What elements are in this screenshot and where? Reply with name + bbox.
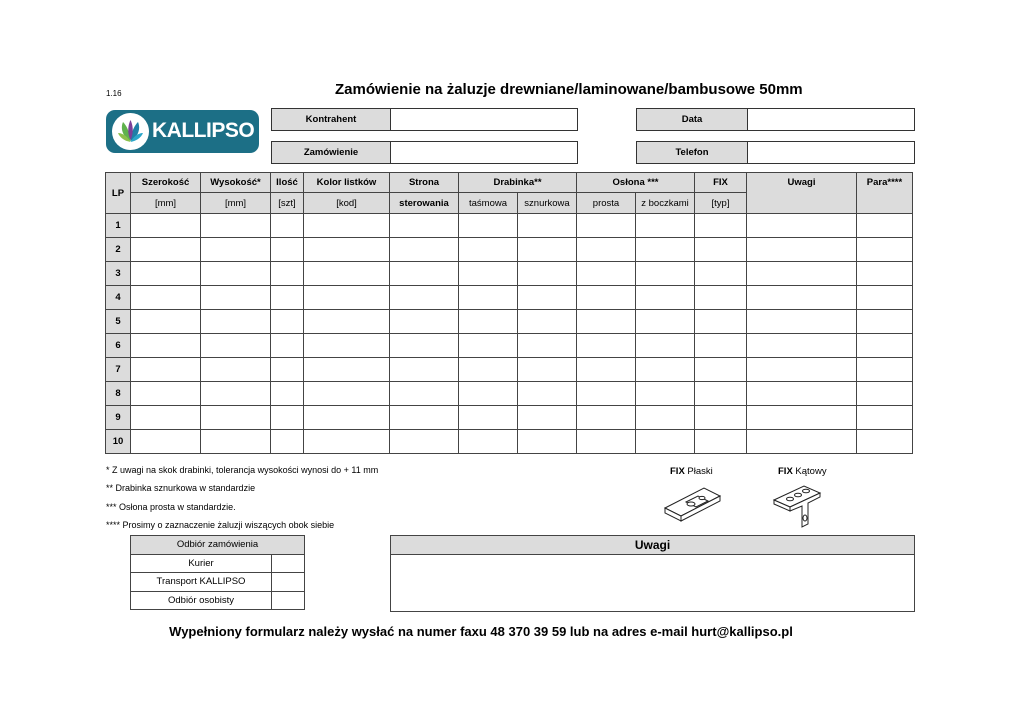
footnote-1: * Z uwagi na skok drabinki, tolerancja wysokości wynosi do + 11 mm (106, 465, 379, 475)
oslona-prosta: prosta (577, 193, 636, 214)
table-cell[interactable] (131, 286, 201, 310)
table-cell[interactable] (304, 334, 390, 358)
pickup-option-osobisty: Odbiór osobisty (131, 591, 272, 610)
para-header: Para**** (857, 173, 913, 214)
strona-header: Strona (390, 173, 459, 193)
oslona-header: Osłona *** (577, 173, 695, 193)
pickup-option-transport: Transport KALLIPSO (131, 573, 272, 592)
table-cell[interactable] (695, 382, 747, 406)
uwagi-header: Uwagi (747, 173, 857, 214)
table-cell[interactable] (131, 334, 201, 358)
table-cell[interactable] (304, 262, 390, 286)
row-number: 5 (106, 310, 131, 334)
lp-header: LP (106, 173, 131, 214)
kolor-header: Kolor listków (304, 173, 390, 193)
fix-plaski-icon (662, 480, 724, 524)
table-row (106, 358, 913, 382)
table-cell[interactable] (577, 286, 636, 310)
footnote-2: ** Drabinka sznurkowa w standardzie (106, 483, 256, 493)
pickup-check-osobisty[interactable] (272, 591, 305, 610)
table-cell[interactable] (304, 382, 390, 406)
drabinka-header: Drabinka** (459, 173, 577, 193)
table-cell[interactable] (201, 262, 271, 286)
kontrahent-label: Kontrahent (271, 108, 391, 131)
szerokosc-header: Szerokość (131, 173, 201, 193)
table-cell[interactable] (577, 358, 636, 382)
table-cell[interactable] (390, 262, 459, 286)
table-cell[interactable] (857, 406, 913, 430)
table-cell[interactable] (201, 310, 271, 334)
table-cell[interactable] (201, 286, 271, 310)
table-cell[interactable] (271, 406, 304, 430)
table-cell[interactable] (518, 358, 577, 382)
table-cell[interactable] (201, 214, 271, 238)
table-cell[interactable] (518, 214, 577, 238)
kolor-unit: [kod] (304, 193, 390, 214)
table-row (106, 382, 913, 406)
table-cell[interactable] (747, 310, 857, 334)
table-cell[interactable] (577, 262, 636, 286)
table-cell[interactable] (857, 358, 913, 382)
table-cell[interactable] (857, 310, 913, 334)
table-cell[interactable] (390, 406, 459, 430)
table-cell[interactable] (695, 286, 747, 310)
table-cell[interactable] (857, 214, 913, 238)
table-cell[interactable] (577, 310, 636, 334)
table-cell[interactable] (747, 286, 857, 310)
table-cell[interactable] (695, 310, 747, 334)
table-cell[interactable] (271, 214, 304, 238)
row-number: 7 (106, 358, 131, 382)
oslona-z-boczkami: z boczkami (636, 193, 695, 214)
fix-katowy-label: FIX Kątowy (778, 466, 827, 477)
row-number: 8 (106, 382, 131, 406)
strona-sub: sterowania (390, 193, 459, 214)
table-cell[interactable] (390, 214, 459, 238)
table-cell[interactable] (271, 238, 304, 262)
table-cell[interactable] (636, 310, 695, 334)
table-cell[interactable] (695, 358, 747, 382)
ilosc-unit: [szt] (271, 193, 304, 214)
drabinka-tasmowa: taśmowa (459, 193, 518, 214)
row-number: 2 (106, 238, 131, 262)
table-cell[interactable] (459, 382, 518, 406)
telefon-label: Telefon (636, 141, 748, 164)
table-cell[interactable] (577, 334, 636, 358)
table-cell[interactable] (201, 358, 271, 382)
table-cell[interactable] (459, 430, 518, 454)
kallipso-logo (106, 110, 259, 153)
table-cell[interactable] (304, 310, 390, 334)
fix-plaski-label: FIX Płaski (670, 466, 713, 477)
table-row (106, 334, 913, 358)
table-cell[interactable] (390, 358, 459, 382)
table-cell[interactable] (695, 430, 747, 454)
wysokosc-header: Wysokość* (201, 173, 271, 193)
fix-header: FIX (695, 173, 747, 193)
table-cell[interactable] (271, 262, 304, 286)
table-cell[interactable] (390, 310, 459, 334)
table-cell[interactable] (747, 262, 857, 286)
table-cell[interactable] (131, 358, 201, 382)
table-cell[interactable] (304, 358, 390, 382)
table-cell[interactable] (459, 310, 518, 334)
data-field[interactable] (747, 108, 915, 131)
table-cell[interactable] (201, 382, 271, 406)
table-cell[interactable] (747, 214, 857, 238)
table-cell[interactable] (271, 358, 304, 382)
notes-box[interactable] (390, 535, 915, 612)
table-row (106, 310, 913, 334)
table-cell[interactable] (636, 286, 695, 310)
wysokosc-unit: [mm] (201, 193, 271, 214)
table-cell[interactable] (131, 238, 201, 262)
table-cell[interactable] (390, 286, 459, 310)
table-cell[interactable] (131, 262, 201, 286)
table-cell[interactable] (695, 214, 747, 238)
fix-unit: [typ] (695, 193, 747, 214)
form-title: Zamówienie na żaluzje drewniane/laminowane/bambusowe 50mm (335, 81, 803, 98)
row-number: 6 (106, 334, 131, 358)
table-cell[interactable] (201, 238, 271, 262)
table-row (106, 406, 913, 430)
table-cell[interactable] (271, 310, 304, 334)
table-cell[interactable] (390, 430, 459, 454)
footer-instruction: Wypełniony formularz należy wysłać na numer faxu 48 370 39 59 lub na adres e-mail hurt@kallipso.pl (169, 624, 793, 639)
table-cell[interactable] (857, 238, 913, 262)
zamowienie-field[interactable] (390, 141, 578, 164)
table-row (106, 430, 913, 454)
table-cell[interactable] (390, 238, 459, 262)
row-number: 1 (106, 214, 131, 238)
telefon-field[interactable] (747, 141, 915, 164)
table-cell[interactable] (518, 238, 577, 262)
pickup-check-kurier[interactable] (272, 554, 305, 573)
table-cell[interactable] (271, 382, 304, 406)
table-cell[interactable] (518, 310, 577, 334)
table-cell[interactable] (747, 406, 857, 430)
logo-emblem-icon (112, 113, 149, 150)
table-row (106, 238, 913, 262)
table-cell[interactable] (131, 430, 201, 454)
table-cell[interactable] (201, 334, 271, 358)
table-row (106, 262, 913, 286)
table-cell[interactable] (201, 406, 271, 430)
row-number: 3 (106, 262, 131, 286)
row-number: 9 (106, 406, 131, 430)
table-cell[interactable] (304, 430, 390, 454)
table-cell[interactable] (201, 430, 271, 454)
table-cell[interactable] (857, 334, 913, 358)
table-cell[interactable] (459, 262, 518, 286)
table-cell[interactable] (747, 430, 857, 454)
table-cell[interactable] (390, 334, 459, 358)
table-cell[interactable] (459, 286, 518, 310)
table-cell[interactable] (459, 358, 518, 382)
pickup-header: Odbiór zamówienia (131, 536, 305, 555)
table-cell[interactable] (695, 334, 747, 358)
table-cell[interactable] (636, 214, 695, 238)
table-cell[interactable] (577, 382, 636, 406)
table-cell[interactable] (747, 358, 857, 382)
pickup-check-transport[interactable] (272, 573, 305, 592)
table-cell[interactable] (304, 406, 390, 430)
table-cell[interactable] (577, 214, 636, 238)
table-cell[interactable] (518, 286, 577, 310)
table-cell[interactable] (271, 334, 304, 358)
table-cell[interactable] (636, 358, 695, 382)
table-cell[interactable] (636, 262, 695, 286)
table-cell[interactable] (747, 382, 857, 406)
table-cell[interactable] (577, 406, 636, 430)
table-cell[interactable] (131, 406, 201, 430)
drabinka-sznurkowa: sznurkowa (518, 193, 577, 214)
table-cell[interactable] (304, 238, 390, 262)
table-cell[interactable] (518, 334, 577, 358)
table-cell[interactable] (518, 406, 577, 430)
table-cell[interactable] (131, 214, 201, 238)
table-row (106, 214, 913, 238)
table-cell[interactable] (857, 430, 913, 454)
table-cell[interactable] (518, 430, 577, 454)
table-cell[interactable] (271, 286, 304, 310)
form-version: 1.16 (106, 89, 122, 98)
ilosc-header: Ilość (271, 173, 304, 193)
order-table-body (106, 214, 913, 454)
row-number: 10 (106, 430, 131, 454)
table-cell[interactable] (636, 238, 695, 262)
table-row (106, 286, 913, 310)
footnote-4: **** Prosimy o zaznaczenie żaluzji wiszących obok siebie (106, 520, 335, 530)
table-cell[interactable] (459, 406, 518, 430)
order-table (105, 172, 913, 454)
data-label: Data (636, 108, 748, 131)
table-cell[interactable] (131, 382, 201, 406)
row-number: 4 (106, 286, 131, 310)
footnote-3: *** Osłona prosta w standardzie. (106, 502, 236, 512)
table-cell[interactable] (857, 382, 913, 406)
table-cell[interactable] (747, 334, 857, 358)
table-cell[interactable] (577, 238, 636, 262)
table-cell[interactable] (636, 406, 695, 430)
table-cell[interactable] (518, 262, 577, 286)
kontrahent-field[interactable] (390, 108, 578, 131)
table-cell[interactable] (459, 214, 518, 238)
table-cell[interactable] (304, 286, 390, 310)
table-cell[interactable] (747, 238, 857, 262)
table-cell[interactable] (459, 238, 518, 262)
table-cell[interactable] (636, 382, 695, 406)
table-cell[interactable] (695, 262, 747, 286)
table-cell[interactable] (459, 334, 518, 358)
szerokosc-unit: [mm] (131, 193, 201, 214)
logo-wordmark: KALLIPSO (152, 119, 255, 142)
notes-header: Uwagi (391, 536, 914, 555)
table-cell[interactable] (695, 238, 747, 262)
table-cell[interactable] (131, 310, 201, 334)
table-cell[interactable] (577, 430, 636, 454)
table-cell[interactable] (390, 382, 459, 406)
table-cell[interactable] (518, 382, 577, 406)
table-cell[interactable] (304, 214, 390, 238)
table-cell[interactable] (857, 262, 913, 286)
table-cell[interactable] (271, 430, 304, 454)
table-cell[interactable] (857, 286, 913, 310)
table-cell[interactable] (636, 430, 695, 454)
fix-katowy-icon (770, 480, 830, 530)
pickup-option-kurier: Kurier (131, 554, 272, 573)
table-cell[interactable] (695, 406, 747, 430)
table-cell[interactable] (636, 334, 695, 358)
zamowienie-label: Zamówienie (271, 141, 391, 164)
pickup-table (130, 535, 305, 610)
